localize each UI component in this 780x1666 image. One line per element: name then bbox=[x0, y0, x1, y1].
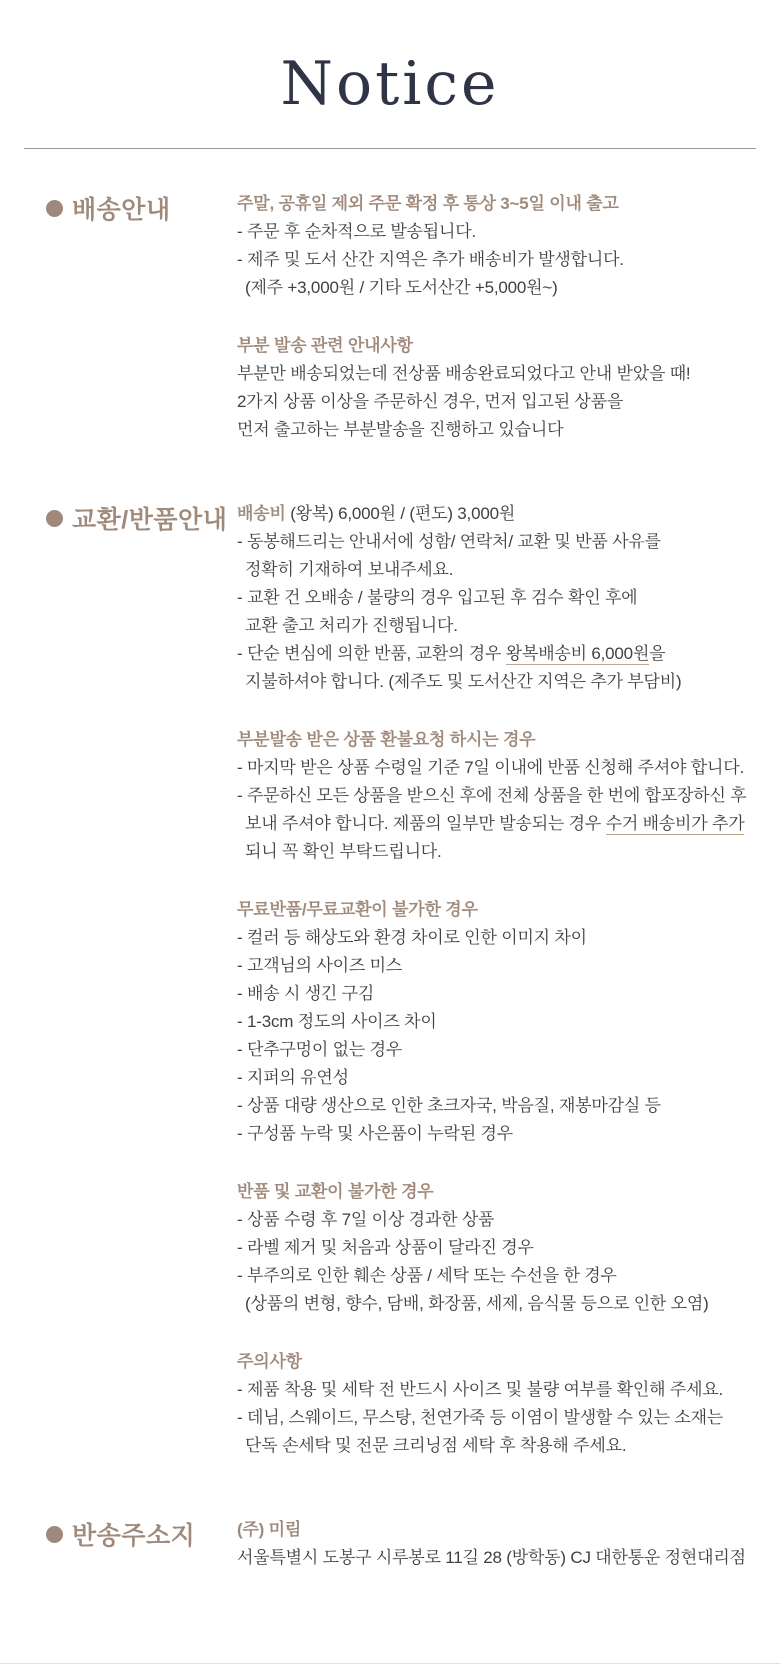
section-header-shipping-info bbox=[46, 190, 237, 226]
text-segment: - 제주 및 도서 산간 지역은 추가 배송비가 발생합니다. bbox=[237, 250, 624, 269]
text-segment: - 데님, 스웨이드, 무스탕, 천연가죽 등 이염이 발생할 수 있는 소재는 bbox=[237, 1408, 724, 1427]
text-segment: - 상품 대량 생산으로 인한 초크자국, 박음질, 재봉마감실 등 bbox=[237, 1096, 661, 1115]
underlined-text: 수거 배송비가 추가 bbox=[605, 814, 745, 833]
content-block bbox=[237, 332, 750, 444]
content-block bbox=[237, 896, 750, 1148]
text-line bbox=[237, 810, 750, 838]
text-line bbox=[237, 1008, 750, 1036]
block-heading bbox=[237, 500, 750, 528]
block-heading-text: 무료반품/무료교환이 불가한 경우 bbox=[237, 900, 478, 919]
section-exchange-return-info bbox=[0, 500, 780, 1460]
block-heading-text: 배송비 bbox=[237, 504, 286, 523]
content-block bbox=[237, 190, 750, 302]
text-segment: 먼저 출고하는 부분발송을 진행하고 있습니다 bbox=[237, 420, 564, 439]
section-label: 배송안내 bbox=[72, 196, 171, 224]
text-line bbox=[237, 246, 750, 274]
text-line bbox=[237, 1234, 750, 1262]
text-line bbox=[237, 754, 750, 782]
block-heading bbox=[237, 1516, 750, 1544]
bottom-divider bbox=[0, 1663, 780, 1664]
text-segment: - 지퍼의 유연성 bbox=[237, 1068, 349, 1087]
block-heading-text: 주의사항 bbox=[237, 1352, 302, 1371]
text-line bbox=[237, 1262, 750, 1290]
notice-sections bbox=[0, 149, 780, 1572]
block-heading-text: 부분 발송 관련 안내사항 bbox=[237, 336, 413, 355]
content-block bbox=[237, 1348, 750, 1460]
text-line bbox=[237, 218, 750, 246]
text-line bbox=[237, 1432, 750, 1460]
text-segment: - 단추구멍이 없는 경우 bbox=[237, 1040, 403, 1059]
content-block bbox=[237, 1178, 750, 1318]
text-line bbox=[237, 1064, 750, 1092]
block-heading-suffix: (왕복) 6,000원 / (편도) 3,000원 bbox=[285, 504, 516, 523]
text-line bbox=[237, 1404, 750, 1432]
text-line bbox=[237, 838, 750, 866]
section-content bbox=[237, 500, 750, 1460]
text-line bbox=[237, 556, 750, 584]
text-segment: 지불하셔야 합니다. (제주도 및 도서산간 지역은 추가 부담비) bbox=[245, 672, 682, 691]
content-block bbox=[237, 726, 750, 866]
bullet-icon bbox=[46, 510, 63, 527]
block-heading-text: (주) 미림 bbox=[237, 1520, 302, 1539]
block-heading bbox=[237, 1178, 750, 1206]
text-line bbox=[237, 1376, 750, 1404]
text-segment: 교환 출고 처리가 진행됩니다. bbox=[245, 616, 458, 635]
text-line bbox=[237, 640, 750, 668]
section-shipping-info bbox=[0, 190, 780, 444]
text-segment: 부분만 배송되었는데 전상품 배송완료되었다고 안내 받았을 때! bbox=[237, 364, 691, 383]
underlined-text: 왕복배송비 6,000원 bbox=[505, 644, 650, 663]
text-segment: - 주문하신 모든 상품을 받으신 후에 전체 상품을 한 번에 합포장하신 후 bbox=[237, 786, 747, 805]
block-heading-text: 부분발송 받은 상품 환불요청 하시는 경우 bbox=[237, 730, 536, 749]
text-segment: - 컬러 등 해상도와 환경 차이로 인한 이미지 차이 bbox=[237, 928, 587, 947]
text-line bbox=[237, 668, 750, 696]
text-segment: 정확히 기재하여 보내주세요. bbox=[245, 560, 454, 579]
text-line bbox=[237, 980, 750, 1008]
block-heading bbox=[237, 1348, 750, 1376]
text-segment: (상품의 변형, 향수, 담배, 화장품, 세제, 음식물 등으로 인한 오염) bbox=[245, 1294, 709, 1313]
text-segment: - 배송 시 생긴 구김 bbox=[237, 984, 375, 1003]
text-line bbox=[237, 388, 750, 416]
text-line bbox=[237, 528, 750, 556]
block-heading bbox=[237, 332, 750, 360]
text-segment: - 단순 변심에 의한 반품, 교환의 경우 bbox=[237, 644, 506, 663]
text-line bbox=[237, 584, 750, 612]
text-line bbox=[237, 360, 750, 388]
section-header-exchange-return-info bbox=[46, 500, 237, 536]
text-line bbox=[237, 1290, 750, 1318]
block-heading-text: 반품 및 교환이 불가한 경우 bbox=[237, 1182, 434, 1201]
section-return-address bbox=[0, 1516, 780, 1572]
section-content bbox=[237, 190, 750, 444]
text-line bbox=[237, 1092, 750, 1120]
section-header-return-address bbox=[46, 1516, 237, 1552]
text-segment: 단독 손세탁 및 전문 크리닝점 세탁 후 착용해 주세요. bbox=[245, 1436, 627, 1455]
text-segment: 을 bbox=[649, 644, 666, 663]
text-segment: - 라벨 제거 및 처음과 상품이 달라진 경우 bbox=[237, 1238, 534, 1257]
section-label: 교환/반품안내 bbox=[72, 506, 228, 534]
section-content bbox=[237, 1516, 750, 1572]
text-segment: 서울특별시 도봉구 시루봉로 11길 28 (방학동) CJ 대한통운 정현대리점 bbox=[237, 1548, 746, 1567]
text-segment: - 마지막 받은 상품 수령일 기준 7일 이내에 반품 신청해 주셔야 합니다. bbox=[237, 758, 744, 777]
text-line bbox=[237, 1544, 750, 1572]
text-segment: - 교환 건 오배송 / 불량의 경우 입고된 후 검수 확인 후에 bbox=[237, 588, 638, 607]
page-title: Notice bbox=[280, 49, 500, 119]
text-segment: - 상품 수령 후 7일 이상 경과한 상품 bbox=[237, 1210, 495, 1229]
text-line bbox=[237, 416, 750, 444]
content-block bbox=[237, 500, 750, 696]
text-line bbox=[237, 782, 750, 810]
text-segment: - 부주의로 인한 훼손 상품 / 세탁 또는 수선을 한 경우 bbox=[237, 1266, 617, 1285]
text-line bbox=[237, 1036, 750, 1064]
text-line bbox=[237, 924, 750, 952]
text-segment: - 구성품 누락 및 사은품이 누락된 경우 bbox=[237, 1124, 513, 1143]
text-line bbox=[237, 1206, 750, 1234]
text-segment: - 고객님의 사이즈 미스 bbox=[237, 956, 403, 975]
text-segment: - 1-3cm 정도의 사이즈 차이 bbox=[237, 1012, 437, 1031]
text-segment: 보내 주셔야 합니다. 제품의 일부만 발송되는 경우 bbox=[245, 814, 606, 833]
block-heading bbox=[237, 190, 750, 218]
text-line bbox=[237, 274, 750, 302]
text-segment: - 동봉해드리는 안내서에 성함/ 연락처/ 교환 및 반품 사유를 bbox=[237, 532, 661, 551]
text-segment: 되니 꼭 확인 부탁드립니다. bbox=[245, 842, 442, 861]
bullet-icon bbox=[46, 200, 63, 217]
section-label: 반송주소지 bbox=[72, 1522, 196, 1550]
text-segment: 2가지 상품 이상을 주문하신 경우, 먼저 입고된 상품을 bbox=[237, 392, 624, 411]
block-heading bbox=[237, 896, 750, 924]
content-block bbox=[237, 1516, 750, 1572]
text-segment: - 제품 착용 및 세탁 전 반드시 사이즈 및 불량 여부를 확인해 주세요. bbox=[237, 1380, 724, 1399]
text-line bbox=[237, 952, 750, 980]
text-line bbox=[237, 1120, 750, 1148]
text-line bbox=[237, 612, 750, 640]
block-heading bbox=[237, 726, 750, 754]
text-segment: (제주 +3,000원 / 기타 도서산간 +5,000원~) bbox=[245, 278, 558, 297]
text-segment: - 주문 후 순차적으로 발송됩니다. bbox=[237, 222, 476, 241]
block-heading-text: 주말, 공휴일 제외 주문 확정 후 통상 3~5일 이내 출고 bbox=[237, 194, 619, 213]
bullet-icon bbox=[46, 1526, 63, 1543]
